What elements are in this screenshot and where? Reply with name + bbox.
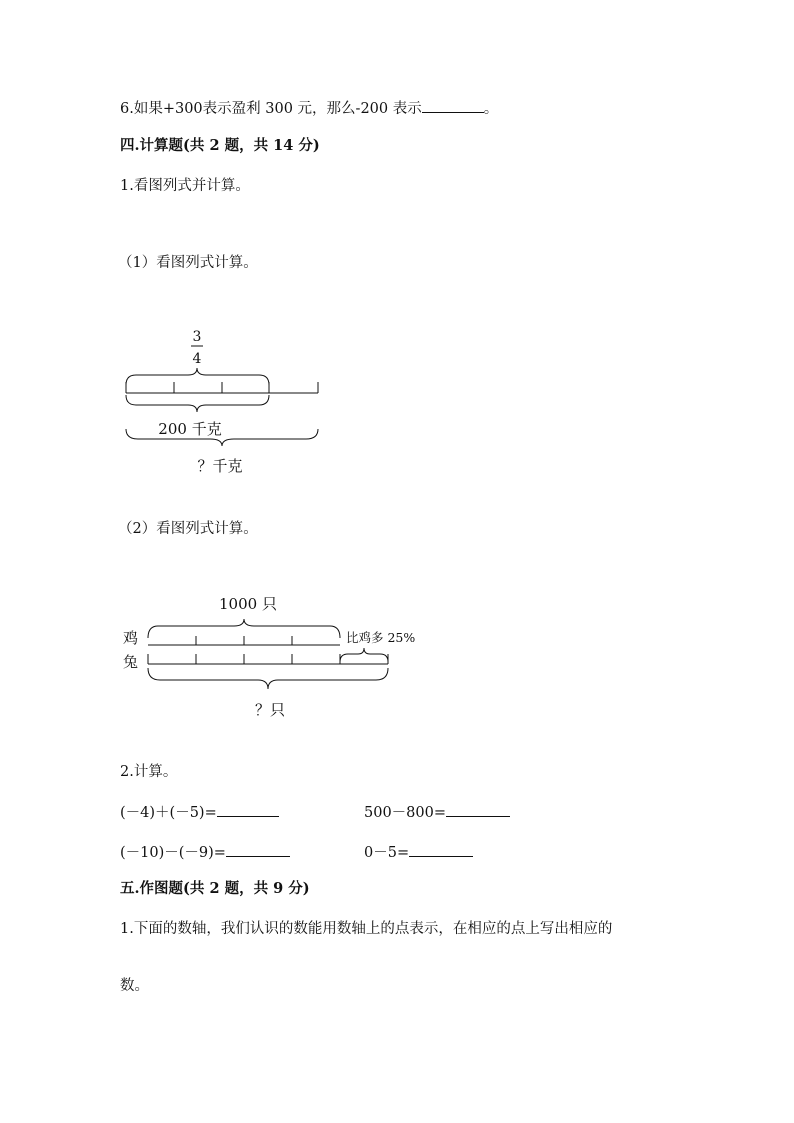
expr-3-text: (－10)－(－9)= <box>120 845 226 861</box>
brace-extra <box>340 648 388 662</box>
answer-blank-expr-2[interactable] <box>446 802 510 817</box>
label-question-count: ？只 <box>254 701 286 719</box>
s5-question-1-line-2: 数。 <box>120 978 149 994</box>
expr-3 <box>120 842 290 862</box>
s5-question-1-line-1: 1.下面的数轴，我们认识的数能用数轴上的点表示，在相应的点上写出相应的 <box>120 921 613 937</box>
part-1-label: （1）看图列式计算。 <box>118 255 258 271</box>
answer-blank-expr-1[interactable] <box>217 802 279 817</box>
answer-blank-expr-4[interactable] <box>409 842 473 857</box>
section-4-heading: 四.计算题(共 2 题，共 14 分) <box>120 137 320 154</box>
expr-2 <box>364 802 510 822</box>
section-5-heading: 五.作图题(共 2 题，共 9 分) <box>120 880 310 897</box>
s4-question-2-title: 2.计算。 <box>120 764 178 780</box>
label-question-kg: ？千克 <box>197 457 243 475</box>
expr-4-text: 0－5= <box>364 845 410 861</box>
question-6-tail: 。 <box>483 101 499 117</box>
label-1000: 1000 只 <box>219 595 277 613</box>
brace-chicken <box>148 619 340 638</box>
answer-blank-expr-3[interactable] <box>226 842 290 857</box>
label-chicken: 鸡 <box>123 629 139 647</box>
label-rabbit: 兔 <box>123 653 139 671</box>
question-6-text: 6.如果+300表示盈利 300 元，那么-200 表示 <box>120 101 422 117</box>
label-200kg: 200 千克 <box>158 420 222 438</box>
expr-1 <box>120 802 279 822</box>
part-2-label: （2）看图列式计算。 <box>118 521 258 537</box>
fraction-denominator: 4 <box>192 351 202 367</box>
expr-4 <box>364 842 473 862</box>
expr-1-text: (－4)＋(－5)= <box>120 805 217 821</box>
brace-total <box>148 668 388 689</box>
label-more-than: 比鸡多 25% <box>346 630 416 645</box>
fraction-numerator: 3 <box>192 329 202 345</box>
expr-2-text: 500－800= <box>364 805 447 821</box>
s4-question-1-title: 1.看图列式并计算。 <box>120 178 250 194</box>
